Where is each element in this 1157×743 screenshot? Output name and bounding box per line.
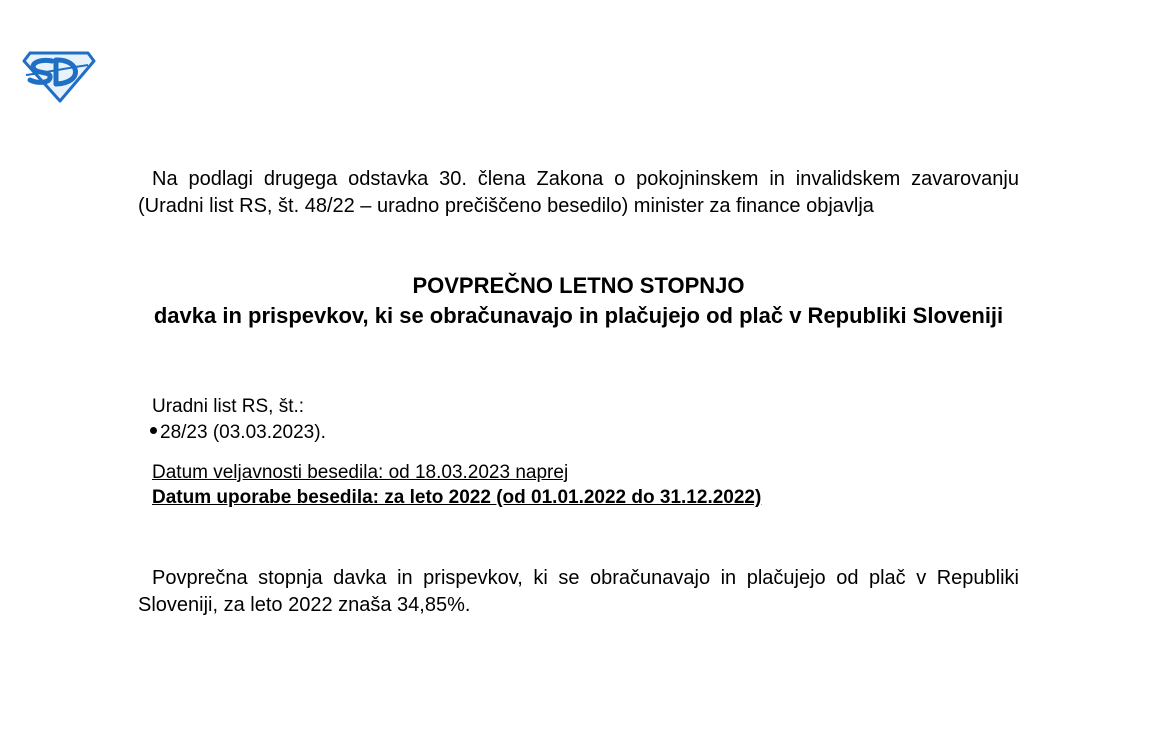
gazette-reference — [152, 394, 1012, 446]
intro-paragraph: Na podlagi drugega odstavka 30. člena Zakona o pokojninskem in invalidskem zavarovanju (Uradni list RS, št. 48/22 – uradno prečiščeno besedilo) minister za finance objavlja — [138, 168, 1019, 217]
title-main: POVPREČNO LETNO STOPNJO — [412, 273, 745, 298]
statement-paragraph: Povprečna stopnja davka in prispevkov, ki se obračunavajo in plačujejo od plač v Republiki Sloveniji, za leto 2022 znaša 34,85%. — [138, 567, 1019, 616]
gazette-entry-text: 28/23 (03.03.2023). — [160, 422, 326, 443]
bullet-icon — [150, 427, 157, 434]
gazette-entry — [150, 420, 1012, 446]
gazette-label: Uradni list RS, št.: — [152, 396, 305, 417]
document-title — [138, 271, 1019, 331]
sd-logo-icon — [22, 47, 96, 103]
usage-text: Datum uporabe besedila: za leto 2022 (od 01.01.2022 do 31.12.2022) — [152, 487, 762, 508]
valid-from-text: Datum veljavnosti besedila: od 18.03.2023 naprej — [152, 462, 569, 483]
title-sub: davka in prispevkov, ki se obračunavajo in plačujejo od plač v Republiki Sloveniji — [153, 303, 1004, 328]
validity-dates — [152, 460, 761, 510]
